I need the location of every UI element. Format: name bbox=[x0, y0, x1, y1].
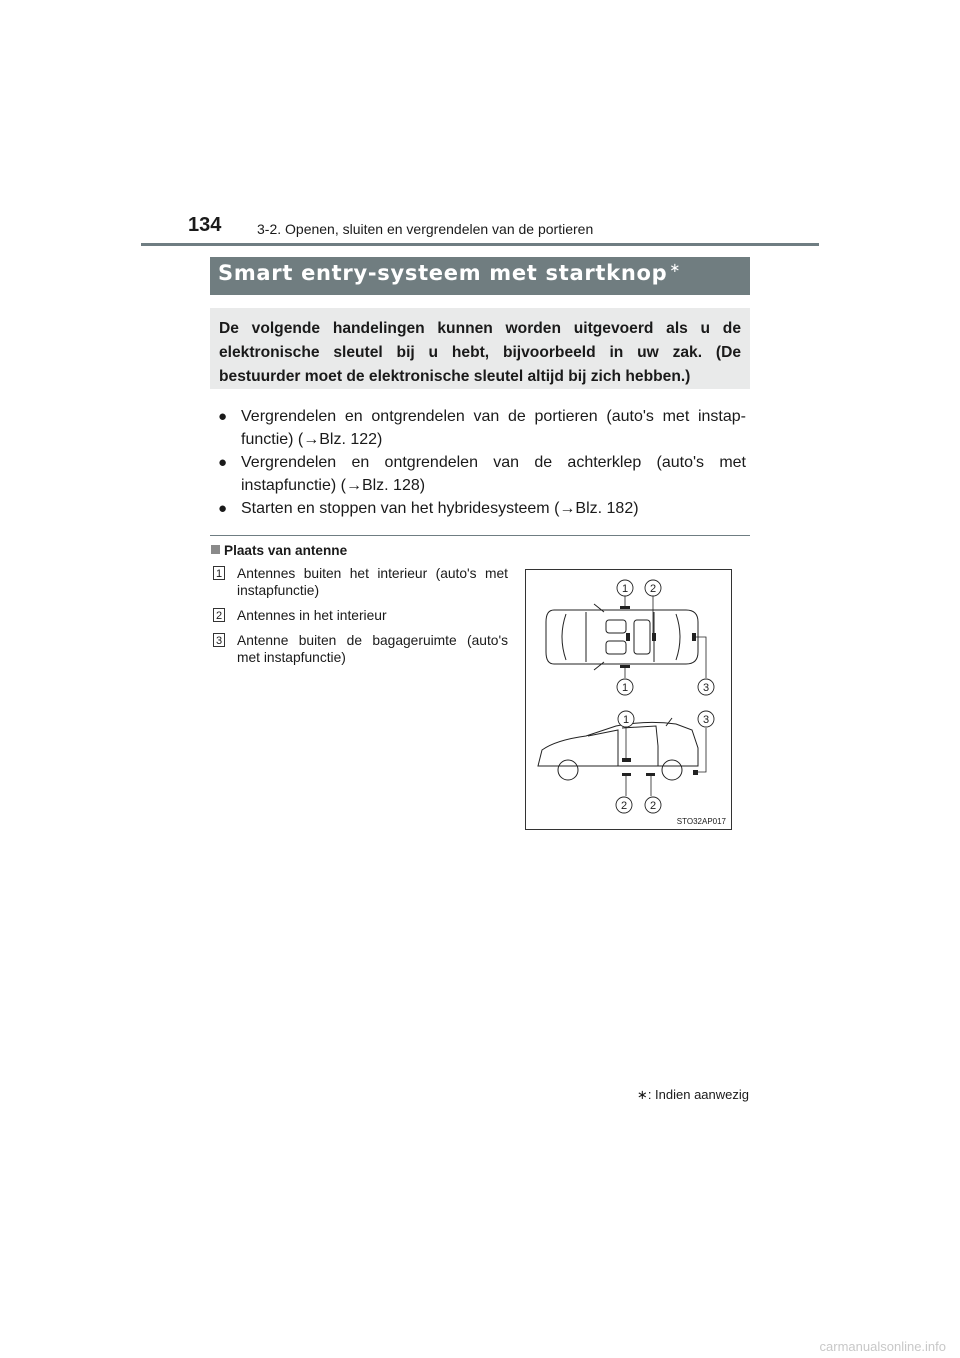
subsection-title-text: Plaats van antenne bbox=[224, 543, 348, 558]
legend-item bbox=[213, 632, 508, 666]
bullet-text: Vergrendelen en ontgrendelen van de portieren (auto's met instap-functie) (→Blz. 122) bbox=[241, 408, 746, 448]
figure-code: STO32AP017 bbox=[676, 817, 726, 826]
watermark: carmanualsonline.info bbox=[819, 1339, 946, 1354]
legend-number: 1 bbox=[213, 566, 225, 580]
callout-label: 1 bbox=[621, 682, 629, 694]
antenna-legend bbox=[213, 565, 508, 674]
subsection-title bbox=[211, 543, 347, 558]
chapter-title: 3-2. Openen, sluiten en vergrendelen van de portieren bbox=[257, 221, 594, 237]
bullet-item bbox=[218, 497, 746, 520]
bullet-text: Starten en stoppen van het hybridesysteem (→Blz. 182) bbox=[241, 500, 639, 517]
callout-label: 2 bbox=[620, 800, 628, 812]
callout-label: 1 bbox=[622, 714, 630, 726]
optional-mark: ∗ bbox=[669, 261, 681, 276]
bullet-dot-icon: ● bbox=[218, 408, 228, 425]
intro-box: De volgende handelingen kunnen worden uitgevoerd als u de elektronische sleutel bij u hebt, bijvoorbeeld in uw zak. (De bestuurder moet de elektronische sleutel altijd bij zich hebben.) bbox=[210, 308, 750, 389]
legend-item bbox=[213, 607, 508, 624]
car-top-view-icon bbox=[546, 604, 698, 670]
legend-text: Antenne buiten de bagageruimte (auto's met instapfunctie) bbox=[237, 633, 508, 665]
page-number: 134 bbox=[188, 214, 222, 236]
footnote: ∗: Indien aanwezig bbox=[636, 1087, 749, 1102]
section-rule bbox=[210, 535, 750, 536]
car-side-view-icon bbox=[538, 718, 698, 780]
bullet-dot-icon: ● bbox=[218, 454, 228, 471]
car-diagram-svg bbox=[526, 570, 731, 829]
bullet-list bbox=[218, 405, 746, 520]
antenna-location-figure bbox=[525, 569, 732, 830]
callout-label: 1 bbox=[621, 583, 629, 595]
square-bullet-icon bbox=[211, 545, 220, 554]
bullet-dot-icon: ● bbox=[218, 500, 228, 517]
callout-label: 2 bbox=[649, 800, 657, 812]
section-title: Smart entry-systeem met startknop bbox=[218, 261, 668, 285]
callout-label: 3 bbox=[702, 682, 710, 694]
bullet-text: Vergrendelen en ontgrendelen van de achterklep (auto's met instapfunctie) (→Blz. 128) bbox=[241, 454, 746, 494]
legend-text: Antennes buiten het interieur (auto's met instapfunctie) bbox=[237, 566, 508, 598]
legend-number: 2 bbox=[213, 608, 225, 622]
callout-label: 2 bbox=[649, 583, 657, 595]
bullet-item bbox=[218, 405, 746, 451]
section-title-bar bbox=[210, 257, 750, 295]
legend-number: 3 bbox=[213, 633, 225, 647]
callout-label: 3 bbox=[702, 714, 710, 726]
legend-item bbox=[213, 565, 508, 599]
header-rule bbox=[141, 243, 819, 246]
legend-text: Antennes in het interieur bbox=[237, 608, 387, 623]
bullet-item bbox=[218, 451, 746, 497]
